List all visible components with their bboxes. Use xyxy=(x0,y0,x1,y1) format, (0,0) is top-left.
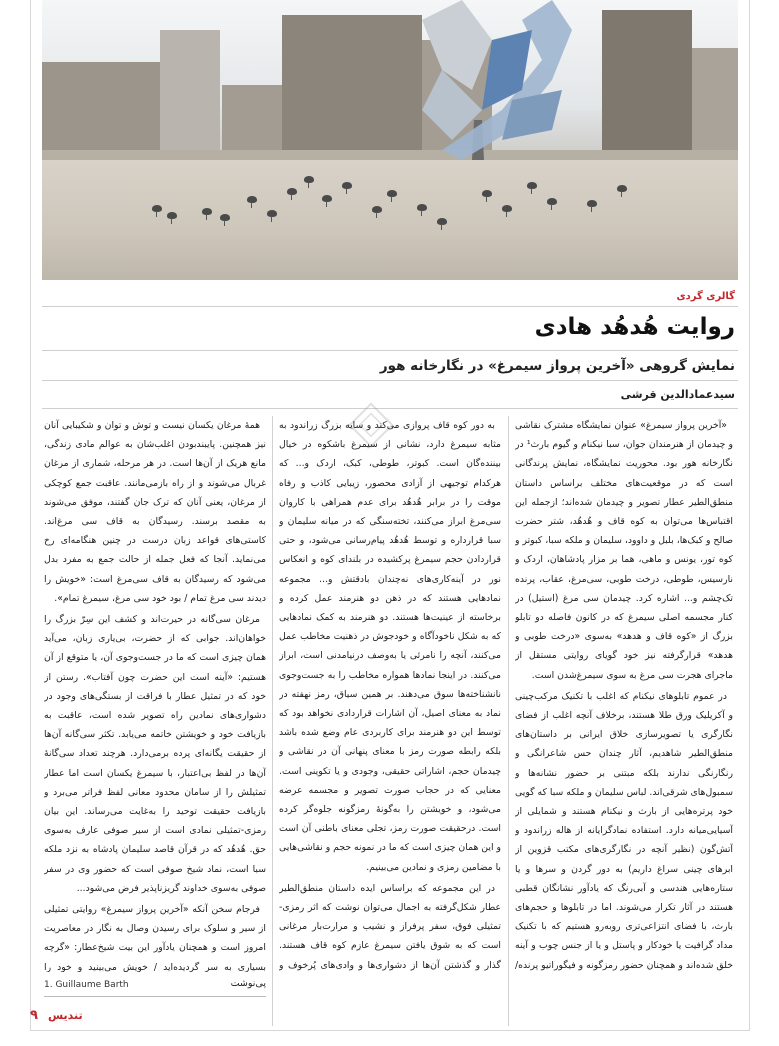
pigeon xyxy=(267,210,277,217)
paragraph: در این مجموعه که براساس ایده داستان منطق‌الطیر عطار شکل‌گرفته به اجمال می‌توان نوشت که اثر رمزی-تمثیلی فوق، سفر پرفراز و نشیب و مرارت‌بار مرغانی است که به شوق یافتن سیمرغ عازم کوه قاف هستند. گذار و گذشتن آن‌ها از دشواری‌ها و وادی‌های پُرخوف و xyxy=(279,882,501,971)
paragraph: به دور کوه قاف پروازی می‌کند و سایه بزرگ زراندود به مثابه سیمرغ دارد، نشانی از سیمرغ باشکوه در خیال بیننده‌گان است. کبوتر، طوطی، کبک، اردک و... که هرکدام توجیهی از آزادی محصور، زیبایی کاذب و رفاه موقت را در برابر هُدهُد برای عدم همراهی با کاروان سی‌مرغ ابراز می‌کنند، تخته‌سنگی که در میانه سلیمان و سبا قرارداره و توسط هُدهُد پیام‌رسانی می‌شود، و حتی قراردادن حجم سیمرغ پرکشیده در بلندای کوه و انعکاس نور در آینه‌کاری‌های نه‌چندان بادقتش و... مجموعه نمادهایی هستند که در ذهن دو هنرمند عمل کرده و برخاسته از عینیت‌ها هستند. دو هنرمند به کمک نمادهایی که به شکل ناخودآگاه و خودجوش در ذهنیت مخاطب عمل می‌کنند، آنچه را نامرئی یا به‌وصف درنیامدنی است، ابراز می‌کنند. در اینجا نمادها همواره مخاطب را به جست‌وجوی نانشناخته‌ها سوق می‌دهند. بر همین سیاق، رمز نهفته در نماد به معنای اصیل، آن اشارات قراردادی نخواهد بود که توسط این دو هنرمند برای کاربردی عام وضع شده باشد بلکه رابطه صورت رمز با معنای پنهانی آن در نقاشی و چیدمان حجم، اشاراتی حقیقی، وجودی و یا تکوینی است. معنایی که در حجاب صورت تصویر و مجسمه عرضه می‌شود، و خویشتن را به‌گونهٔ رمزگونه جلوه‌گر کرده است. درحقیقت صورت رمز، تجلی معنای باطنی آن است و این همان چیزی است که ما در نمونه حجم و نقاشی‌هایی با مضامین رمزی و نمادین می‌بینیم. xyxy=(279,420,501,873)
pigeon xyxy=(527,182,537,189)
paragraph: فرجام سخن آنکه «آخرین پرواز سیمرغ» روایتی تمثیلی از سیر و سلوک برای رسیدن وصال به نگار در معاصریت امروز است و همچنان یادآور این بیت شیخ‌عطار: «گرچه بسیاری به سر گردیده‌اید / خویش می‌بینید و خود را xyxy=(44,904,266,972)
building xyxy=(42,62,162,162)
pigeon xyxy=(482,190,492,197)
pigeon xyxy=(220,214,230,221)
footnote-heading: پی‌نوشت xyxy=(230,978,266,989)
building xyxy=(602,10,692,160)
pigeon xyxy=(372,206,382,213)
pigeon xyxy=(617,185,627,192)
pigeon xyxy=(417,204,427,211)
column-middle xyxy=(279,416,501,972)
paragraph: مرغان سی‌گانه در حیرت‌اند و کشف این سِرّ بزرگ را خواهان‌اند. جوابی که از حضرت، بی‌یاری زبان، می‌آید همان چیزی است که ما در جست‌وجوی آن، یا متوقع از آن هستیم: «آینه است این حضرت چون آفتاب». رستن از خود که در تمثیل عطار با فراقت از بستگی‌های وجود در دشواری‌های نمادین راه تصویر شده است، عاقبت به بازیافت خود و خویشتن خاتمه می‌یابد. تکثر سی‌گانه آن‌ها از حقیقت یگانه‌ای پرده برمی‌دارد. هرچند تعداد سی‌گانهٔ آن‌ها در لفظ بی‌اعتبار، با سیمرغ یکسان است اما عطار تمثیلش را از سامان محدود معانی لفظ فراتر می‌برد و بازیافت حقیقت توحید را به‌غایت می‌رساند. این بیان رمزی-تمثیلی نمادی است از سیر صوفی عارف به‌سوی حق. هُدهُد که در قرآن قاصد سلیمان پادشاه به نزد ملکه سبا است، نماد شیخ صوفی است که حضور وی در سفر صوفی به‌سوی خداوند گریزناپذیر فرض می‌شود... xyxy=(44,614,266,894)
rooftop xyxy=(42,160,738,280)
paragraph: همهٔ مرغان یکسان نیست و توش و توان و شکیبایی آنان نیز همچنین. پایبندبودن اغلب‌شان به عوالم مادی زندگی، مانع هریک از آن‌ها است. در هر مرحله، شماری از مرغان غربال می‌شوند و از راه بازمی‌مانند. عاقبت جمع کوچکی از مرغان، یعنی آنان که ترک جان گفتند، موفق می‌شوند به مقصد برسند. رسیدگان به قاف سی مرغ‌اند. کاستی‌های قواعد زبان درست در چنین هنگامه‌ای رخ می‌نماید. آنجا که فعل جمله از حالت جمع به مفرد بدل می‌شود که رسیدگان به قاف سی‌مرغ است: «خویش را دیدند سی مرغ تمام / بود خود سی مرغ، سیمرغ تمام». xyxy=(44,420,266,604)
footnote-rule xyxy=(44,996,266,997)
page-number: ۹ xyxy=(30,1008,38,1023)
column-divider xyxy=(272,416,273,1026)
column-left xyxy=(44,416,266,972)
title-rule xyxy=(42,350,738,351)
pigeon xyxy=(167,212,177,219)
pigeon xyxy=(247,196,257,203)
top-rule xyxy=(42,306,738,307)
pigeon xyxy=(287,188,297,195)
magazine-logo: تندیس xyxy=(48,1009,83,1022)
pigeon xyxy=(502,205,512,212)
paragraph: در عموم تابلوهای نیکنام که اغلب با تکنیک مرکب‌چینی و آکریلیک ورق طلا هستند، برخلاف آنچه اغلب از فضای نگارگری یا تصویرسازی خلاق ایرانی بر داستان‌های منطق‌الطیر شاهدیم، آثار چندان حس شاعرانگی و رنگارنگی ندارند بلکه مبتنی بر حضور نشانه‌ها و سمبول‌های شرقی‌اند. لباس سلیمان و ملکه سبا که گویی خود پرتره‌هایی از بارث و نیکنام هستند و شمایلی از آسیایی‌میانه دارد. استفاده نمادگرایانه از هاله زراندود و آتش‌گون (نظیر آنچه در نگارگری‌های مکتب قزوین از ابرهای چینی سراغ داریم) به دور گردن و سرها و یا ستاره‌هایی هندسی و آبی‌رنگ که یادآور نشانگان قطبی هستند در آثار تکرار می‌شوند. اما در تابلوها و حجم‌های بارث، با فضای انتزاعی‌تری روبه‌رو هستیم که با تکنیک مداد گرافیت یا خودکار و پاستل و یا از جنس چوب و آینه خلق شده‌اند و همچنان حضور رمزگونه و فیگوراتیو پرنده/ xyxy=(515,690,733,971)
building xyxy=(282,15,422,160)
column-right xyxy=(515,416,733,972)
section-label: گالری گردی xyxy=(676,291,735,302)
simorgh-sculpture xyxy=(402,0,582,170)
pigeon xyxy=(587,200,597,207)
pigeon xyxy=(547,198,557,205)
building xyxy=(222,85,282,160)
building xyxy=(692,48,738,160)
pigeon xyxy=(322,195,332,202)
author-name: سیدعمادالدین قرشی xyxy=(620,388,735,401)
pigeon xyxy=(202,208,212,215)
pigeon xyxy=(152,205,162,212)
subtitle-rule xyxy=(42,380,738,381)
pigeon xyxy=(304,176,314,183)
paragraph: «آخرین پرواز سیمرغ» عنوان نمایشگاه مشترک نقاشی و چیدمان از هنرمندان جوان، سبا نیکنام و گیوم بارث¹ در نگارخانه هور بود. محوریت نمایشگاه، نمایش پرندگانی است که در موقعیت‌های مختلف براساس داستان منطق‌الطیر عطار تصویر و چیدمان شده‌اند؛ ازجمله این اقتباس‌ها می‌توان به کوه قاف و هُدهُد، شتر حضرت صالح و کبک‌ها، بلبل و داوود، سلیمان و ملکه سبا، کبوتر و کوه تور، یونس و ماهی، هما بر مزار پادشاهان، اردک و نارسیس، طوطی، درخت طوبی، سی‌مرغ، عقاب، پرنده تک‌چشم و... اشاره کرد. چیدمان سی مرغ (استیل) در کنار مجسمه اصلی سیمرغ که در کانون فاصله دو تابلو بزرگ از «کوه قاف و هدهد» به‌سوی «درخت طوبی و هدهد» قرارگرفته نیز خود گویای روایتی مستقل از ماجرای هجرت سی مرغ به سوی سیمرغ‌شدن است. xyxy=(515,420,733,681)
article-subtitle: نمایش گروهی «آخرین پرواز سیمرغ» در نگارخانه هور xyxy=(379,358,735,374)
article-title: روایت هُدهُد هادی xyxy=(534,314,735,340)
hero-photo xyxy=(42,0,738,280)
pigeon xyxy=(437,218,447,225)
pigeon xyxy=(342,182,352,189)
building xyxy=(160,30,220,160)
footnote: 1. Guillaume Barth xyxy=(44,980,129,990)
column-divider xyxy=(508,416,509,1026)
pigeon xyxy=(387,190,397,197)
